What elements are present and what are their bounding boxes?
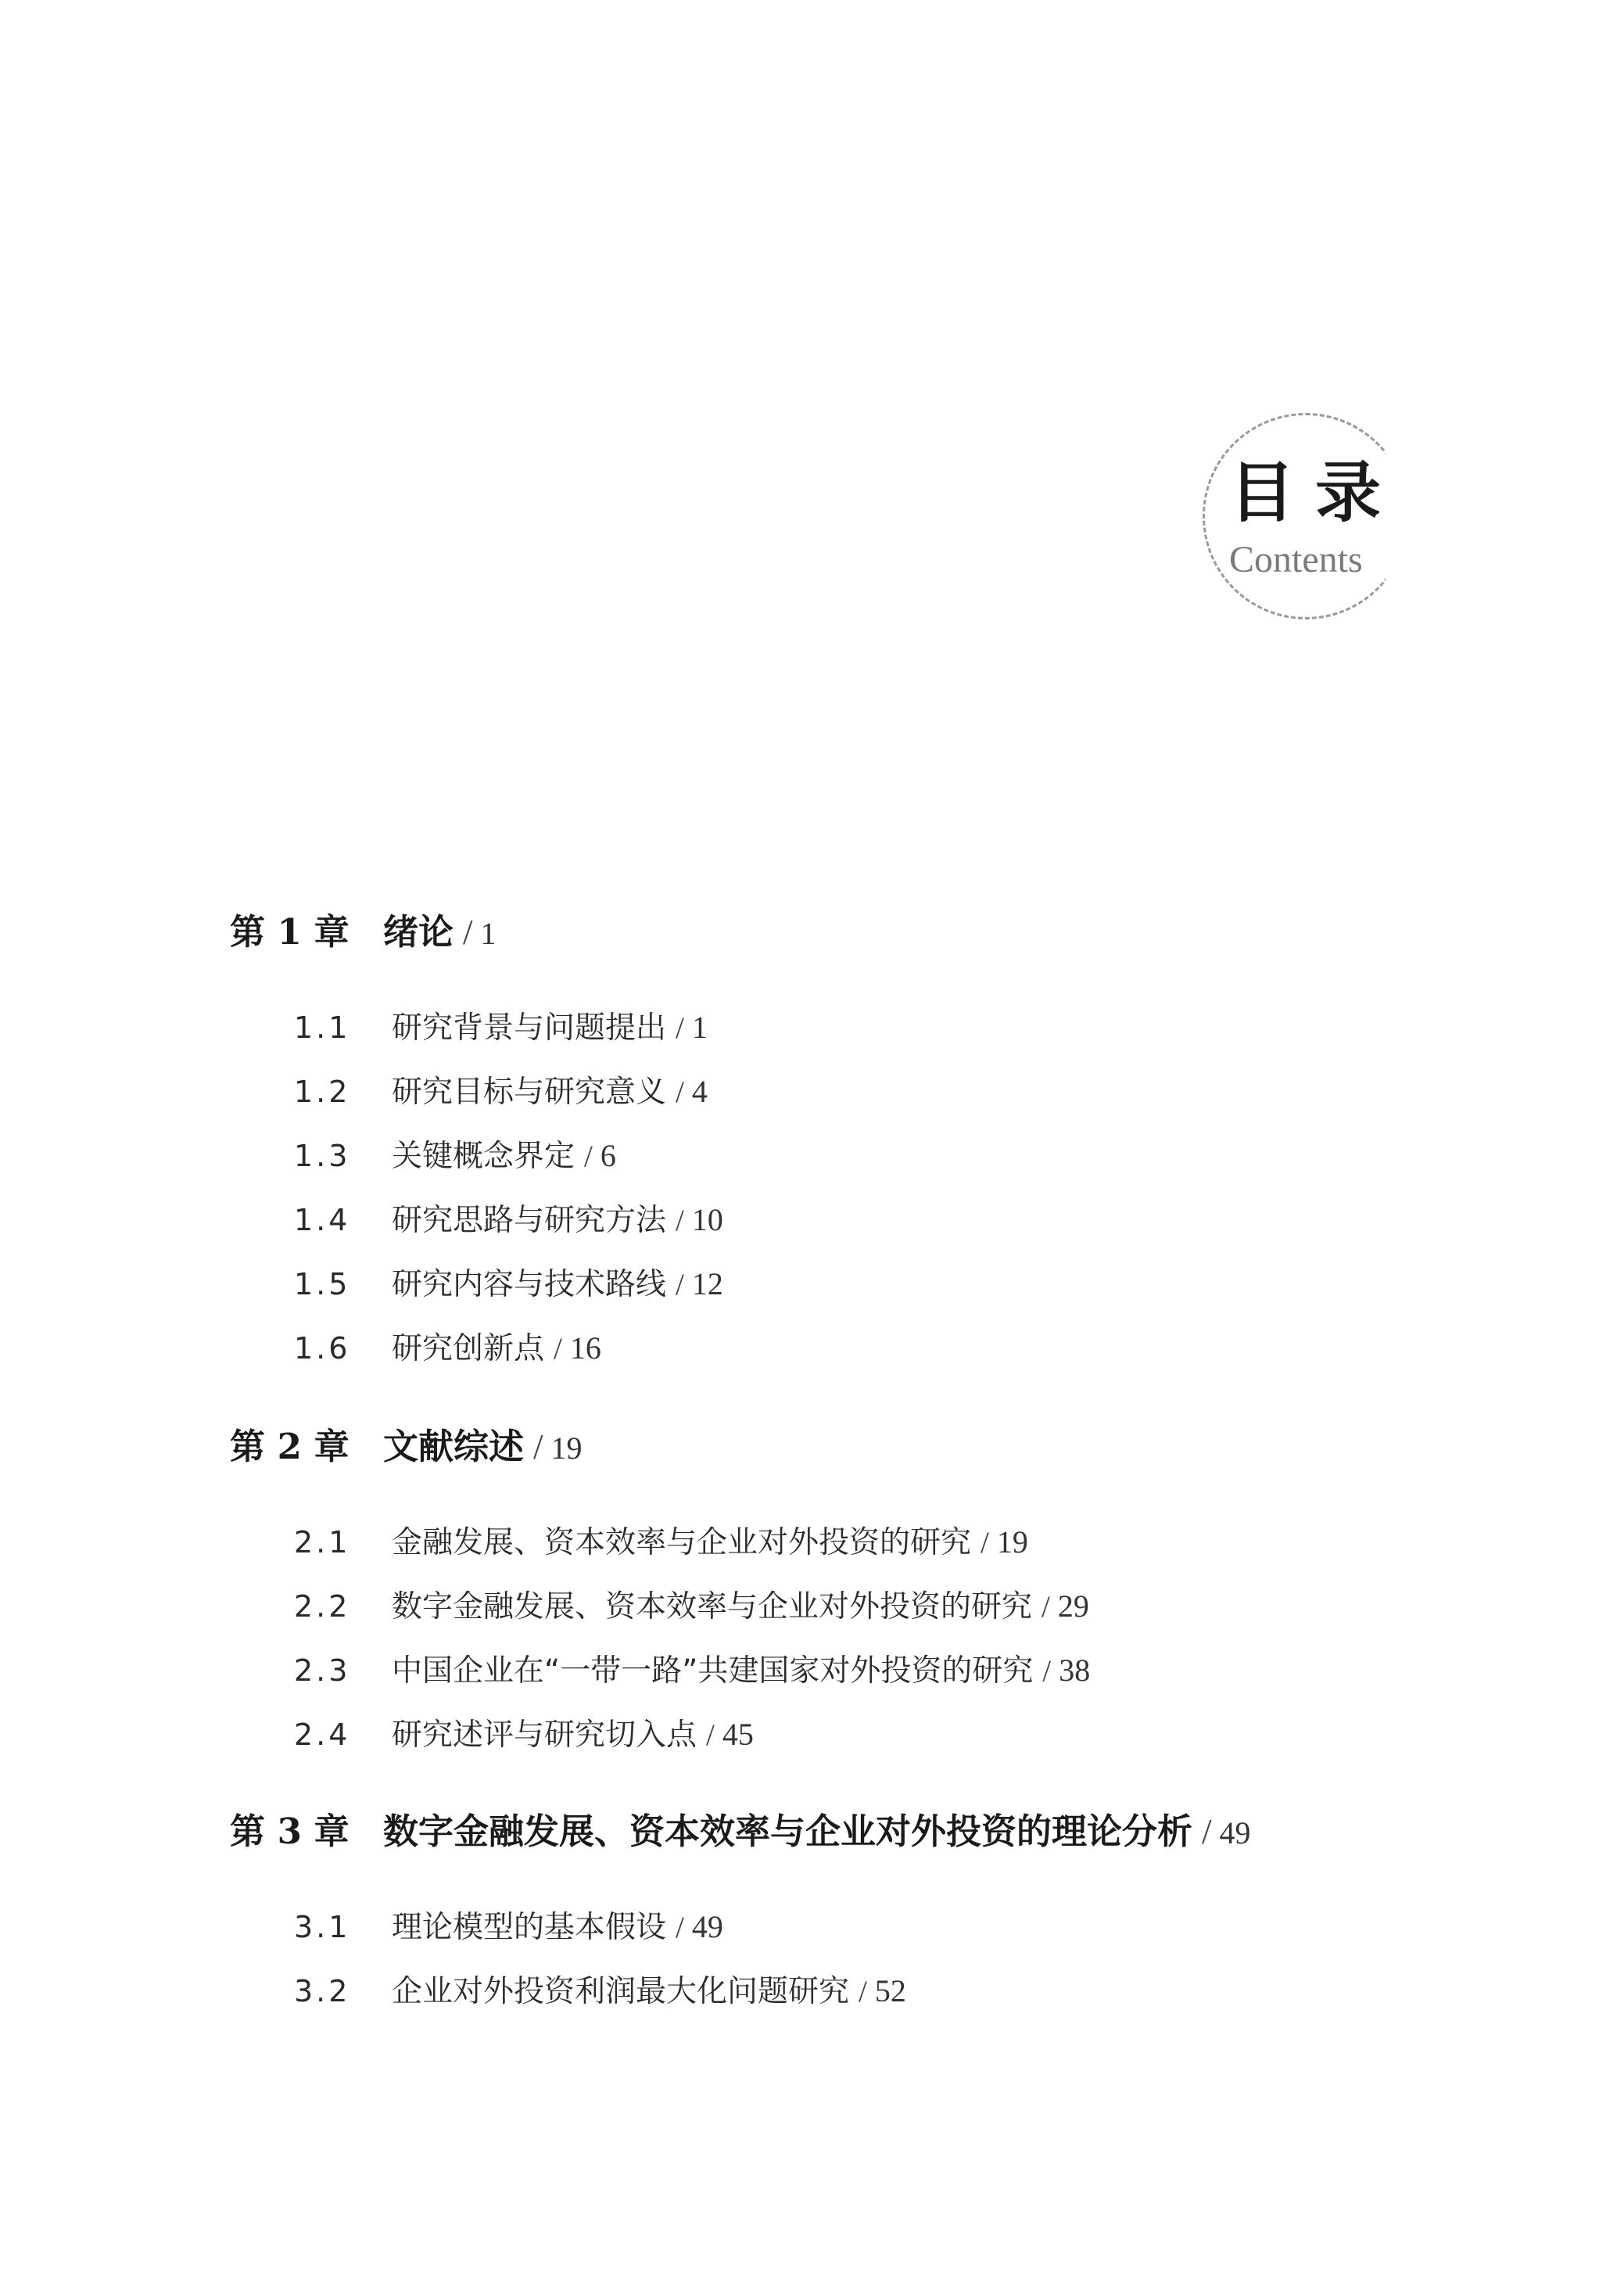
section-number: 1.5 <box>294 1267 351 1301</box>
section-page-number: 6 <box>600 1138 616 1173</box>
section-title: 企业对外投资利润最大化问题研究 <box>392 1974 850 2009</box>
section-title-line <box>392 1585 1089 1629</box>
section-page-number: 52 <box>874 1973 906 2008</box>
separator-slash: / <box>676 1268 684 1301</box>
section-title-line <box>392 1134 616 1179</box>
section-page-number: 4 <box>691 1074 708 1109</box>
chapter-page-number: 49 <box>1219 1815 1251 1850</box>
section-number: 2.3 <box>294 1653 351 1688</box>
separator-slash: / <box>859 1975 867 2008</box>
page-subtitle: Contents <box>1229 539 1363 580</box>
section-title-line <box>392 1649 1090 1693</box>
section-number: 3.2 <box>294 1974 351 2008</box>
separator-slash: / <box>584 1140 593 1173</box>
chapter-title: 数字金融发展、资本效率与企业对外投资的理论分析 <box>383 1811 1193 1852</box>
section-title-line <box>392 1713 754 1757</box>
separator-slash: / <box>676 1011 684 1045</box>
section-title: 研究创新点 <box>392 1331 545 1366</box>
section-number: 1.3 <box>294 1139 351 1173</box>
chapter-title: 文献综述 <box>383 1426 525 1467</box>
section-page-number: 38 <box>1059 1653 1091 1688</box>
section-number: 1.4 <box>294 1203 351 1237</box>
separator-slash: / <box>533 1427 543 1466</box>
separator-slash: / <box>1202 1812 1212 1851</box>
section-title: 中国企业在“一带一路”共建国家对外投资的研究 <box>392 1653 1034 1689</box>
section-page-number: 29 <box>1057 1588 1089 1624</box>
separator-slash: / <box>1042 1654 1052 1688</box>
separator-slash: / <box>463 913 473 952</box>
section-title-line <box>392 1262 723 1307</box>
section-title-line <box>392 1198 723 1243</box>
section-number: 1.2 <box>294 1075 351 1109</box>
section-page-number: 45 <box>722 1717 754 1752</box>
chapter-number: 第 3 章 <box>230 1811 350 1852</box>
section-title-line <box>392 1905 723 1950</box>
section-title-line <box>392 1969 906 2014</box>
chapter-page-number: 19 <box>550 1430 583 1466</box>
chapter-number: 第 2 章 <box>230 1426 350 1467</box>
section-number: 2.2 <box>294 1589 351 1624</box>
chapter-number: 第 1 章 <box>230 911 350 953</box>
section-number: 3.1 <box>294 1910 351 1944</box>
section-title: 研究思路与研究方法 <box>392 1203 667 1238</box>
section-title: 研究目标与研究意义 <box>392 1075 667 1110</box>
section-title: 研究述评与研究切入点 <box>392 1717 697 1753</box>
separator-slash: / <box>980 1526 989 1560</box>
section-page-number: 19 <box>996 1524 1028 1560</box>
section-page-number: 49 <box>691 1909 723 1944</box>
chapter-page-number: 1 <box>480 916 497 951</box>
section-page-number: 16 <box>569 1330 601 1366</box>
section-title-line <box>392 1006 708 1050</box>
separator-slash: / <box>706 1718 715 1752</box>
separator-slash: / <box>1041 1590 1050 1624</box>
section-number: 2.4 <box>294 1717 351 1752</box>
section-number: 1.6 <box>294 1331 351 1366</box>
chapter-title-line <box>383 1422 583 1473</box>
separator-slash: / <box>676 1204 684 1237</box>
section-page-number: 1 <box>691 1010 708 1045</box>
chapter-title: 绪论 <box>383 911 454 953</box>
section-title-line <box>392 1326 601 1371</box>
section-number: 1.1 <box>294 1010 351 1045</box>
separator-slash: / <box>676 1075 684 1109</box>
section-title: 关键概念界定 <box>392 1139 575 1174</box>
section-title-line <box>392 1520 1028 1565</box>
section-page-number: 10 <box>691 1202 723 1237</box>
section-page-number: 12 <box>691 1266 723 1301</box>
section-title: 金融发展、资本效率与企业对外投资的研究 <box>392 1525 972 1560</box>
separator-slash: / <box>676 1911 684 1944</box>
page-title: 目录 <box>1229 454 1402 531</box>
chapter-title-line <box>383 907 497 959</box>
section-title: 数字金融发展、资本效率与企业对外投资的研究 <box>392 1589 1033 1624</box>
chapter-title-line <box>383 1807 1251 1858</box>
separator-slash: / <box>554 1332 562 1366</box>
section-title: 研究背景与问题提出 <box>392 1010 667 1046</box>
section-title: 理论模型的基本假设 <box>392 1910 667 1945</box>
section-title: 研究内容与技术路线 <box>392 1267 667 1302</box>
section-title-line <box>392 1070 708 1114</box>
section-number: 2.1 <box>294 1525 351 1560</box>
